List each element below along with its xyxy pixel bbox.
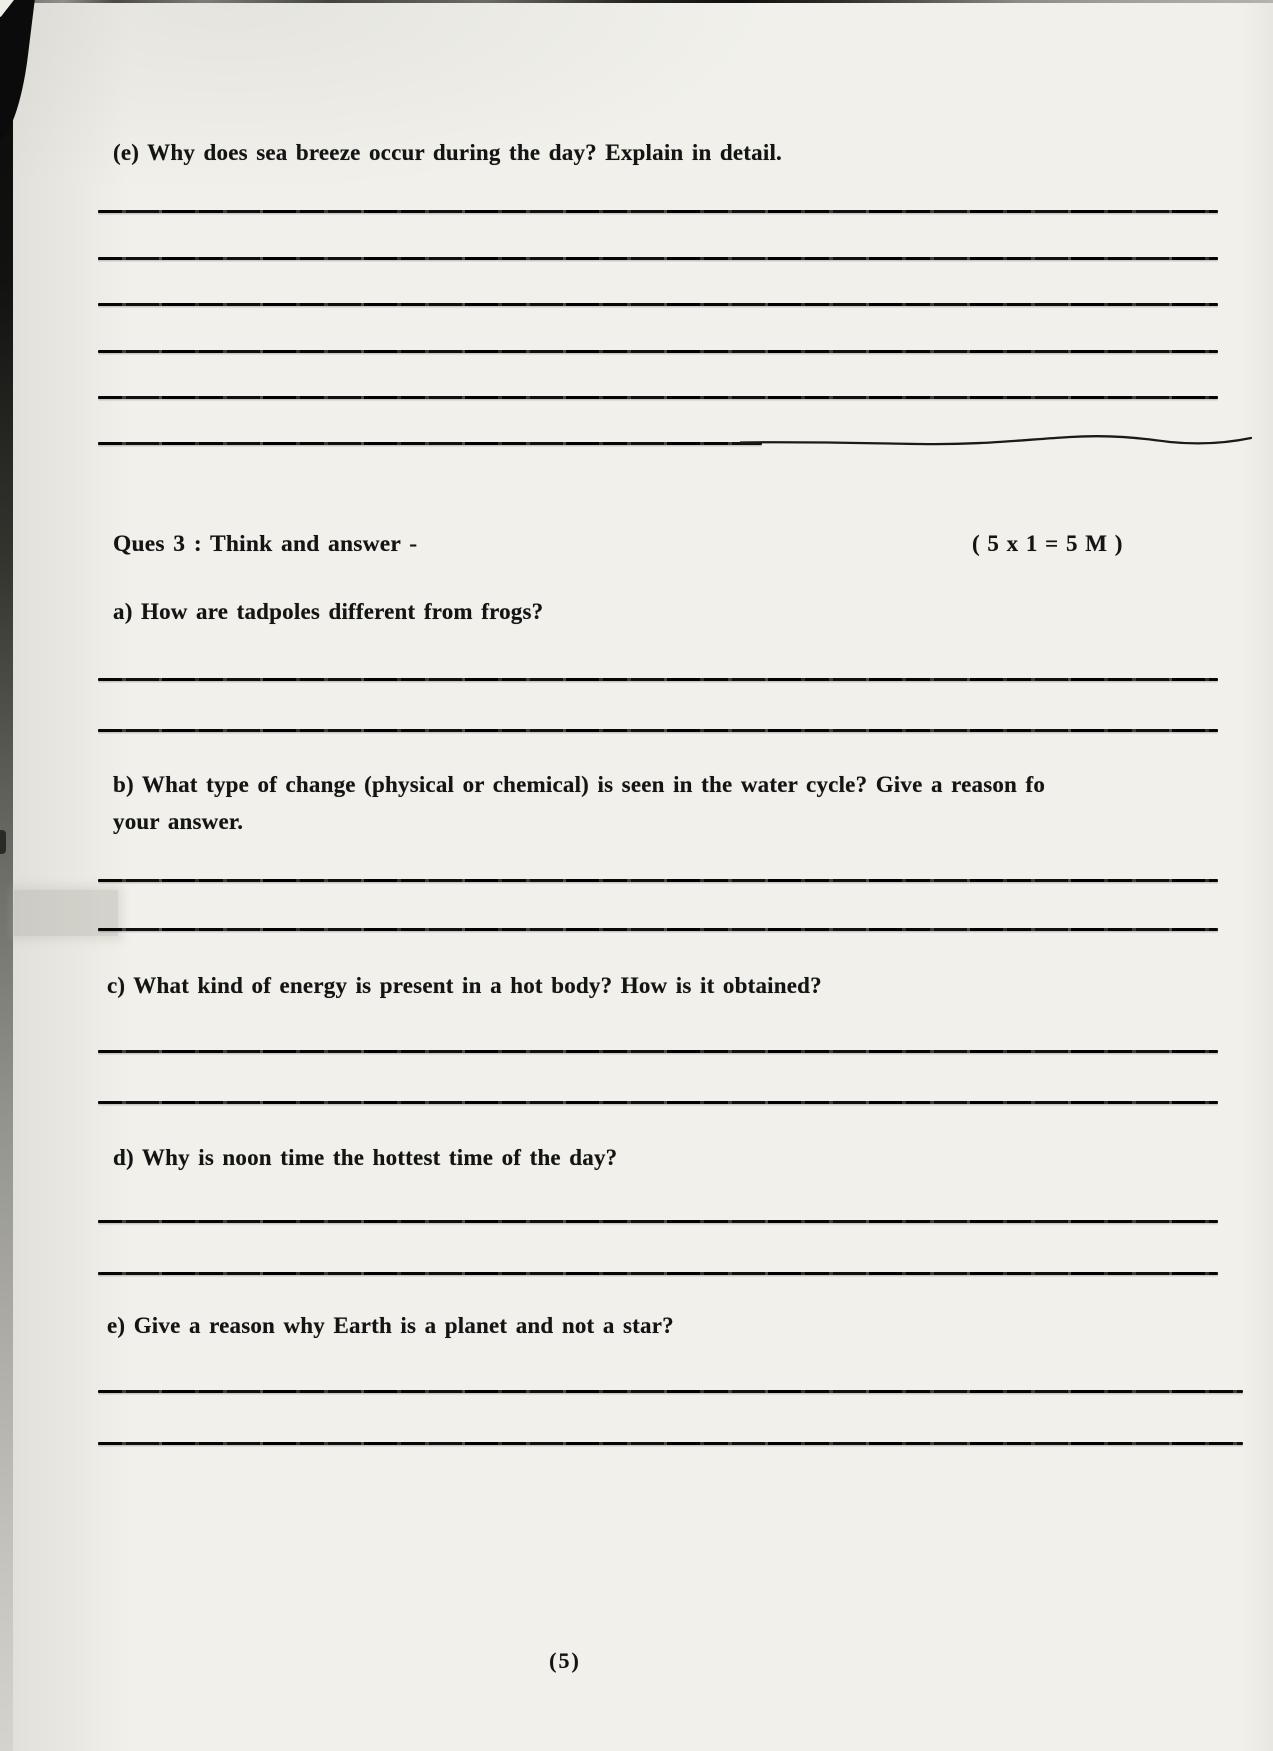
question-a-text: a) How are tadpoles different from frogs? <box>113 599 544 624</box>
answer-line <box>98 1220 1218 1223</box>
question-b-text <box>113 766 1273 840</box>
handwritten-wavy-line <box>740 430 1252 456</box>
answer-line <box>98 1050 1218 1053</box>
answer-line <box>98 678 1218 681</box>
answer-line <box>98 1272 1218 1275</box>
scan-top-edge-artifact <box>0 0 1273 3</box>
section-heading: Ques 3 : Think and answer - <box>113 531 418 557</box>
question-c-text: c) What kind of energy is present in a hot body? How is it obtained? <box>107 973 822 998</box>
answer-line <box>98 350 1218 353</box>
page-number: (5) <box>549 1648 581 1673</box>
marks-label: ( 5 x 1 = 5 M ) <box>972 531 1124 556</box>
answer-line <box>98 1390 1243 1393</box>
question-b-line2: your answer. <box>113 809 244 834</box>
scan-corner-shadow <box>0 0 36 142</box>
question-e-text: (e) Why does sea breeze occur during the day? Explain in detail. <box>113 140 782 165</box>
answer-line <box>98 257 1218 260</box>
answer-line <box>98 442 762 445</box>
answer-line <box>98 1101 1218 1104</box>
answer-line <box>98 729 1218 732</box>
question-e2-text: e) Give a reason why Earth is a planet and not a star? <box>107 1313 674 1338</box>
answer-line <box>98 210 1218 213</box>
scan-left-edge-artifact <box>0 0 13 1751</box>
scan-edge-mark <box>0 830 6 854</box>
answer-line <box>98 1442 1243 1445</box>
answer-line <box>98 879 1218 882</box>
question-d-text: d) Why is noon time the hottest time of the day? <box>113 1145 618 1170</box>
answer-line <box>98 396 1218 399</box>
question-b-line1: b) What type of change (physical or chemical) is seen in the water cycle? Give a reason fo <box>113 772 1046 797</box>
answer-line <box>98 303 1218 306</box>
answer-line <box>98 928 1218 931</box>
